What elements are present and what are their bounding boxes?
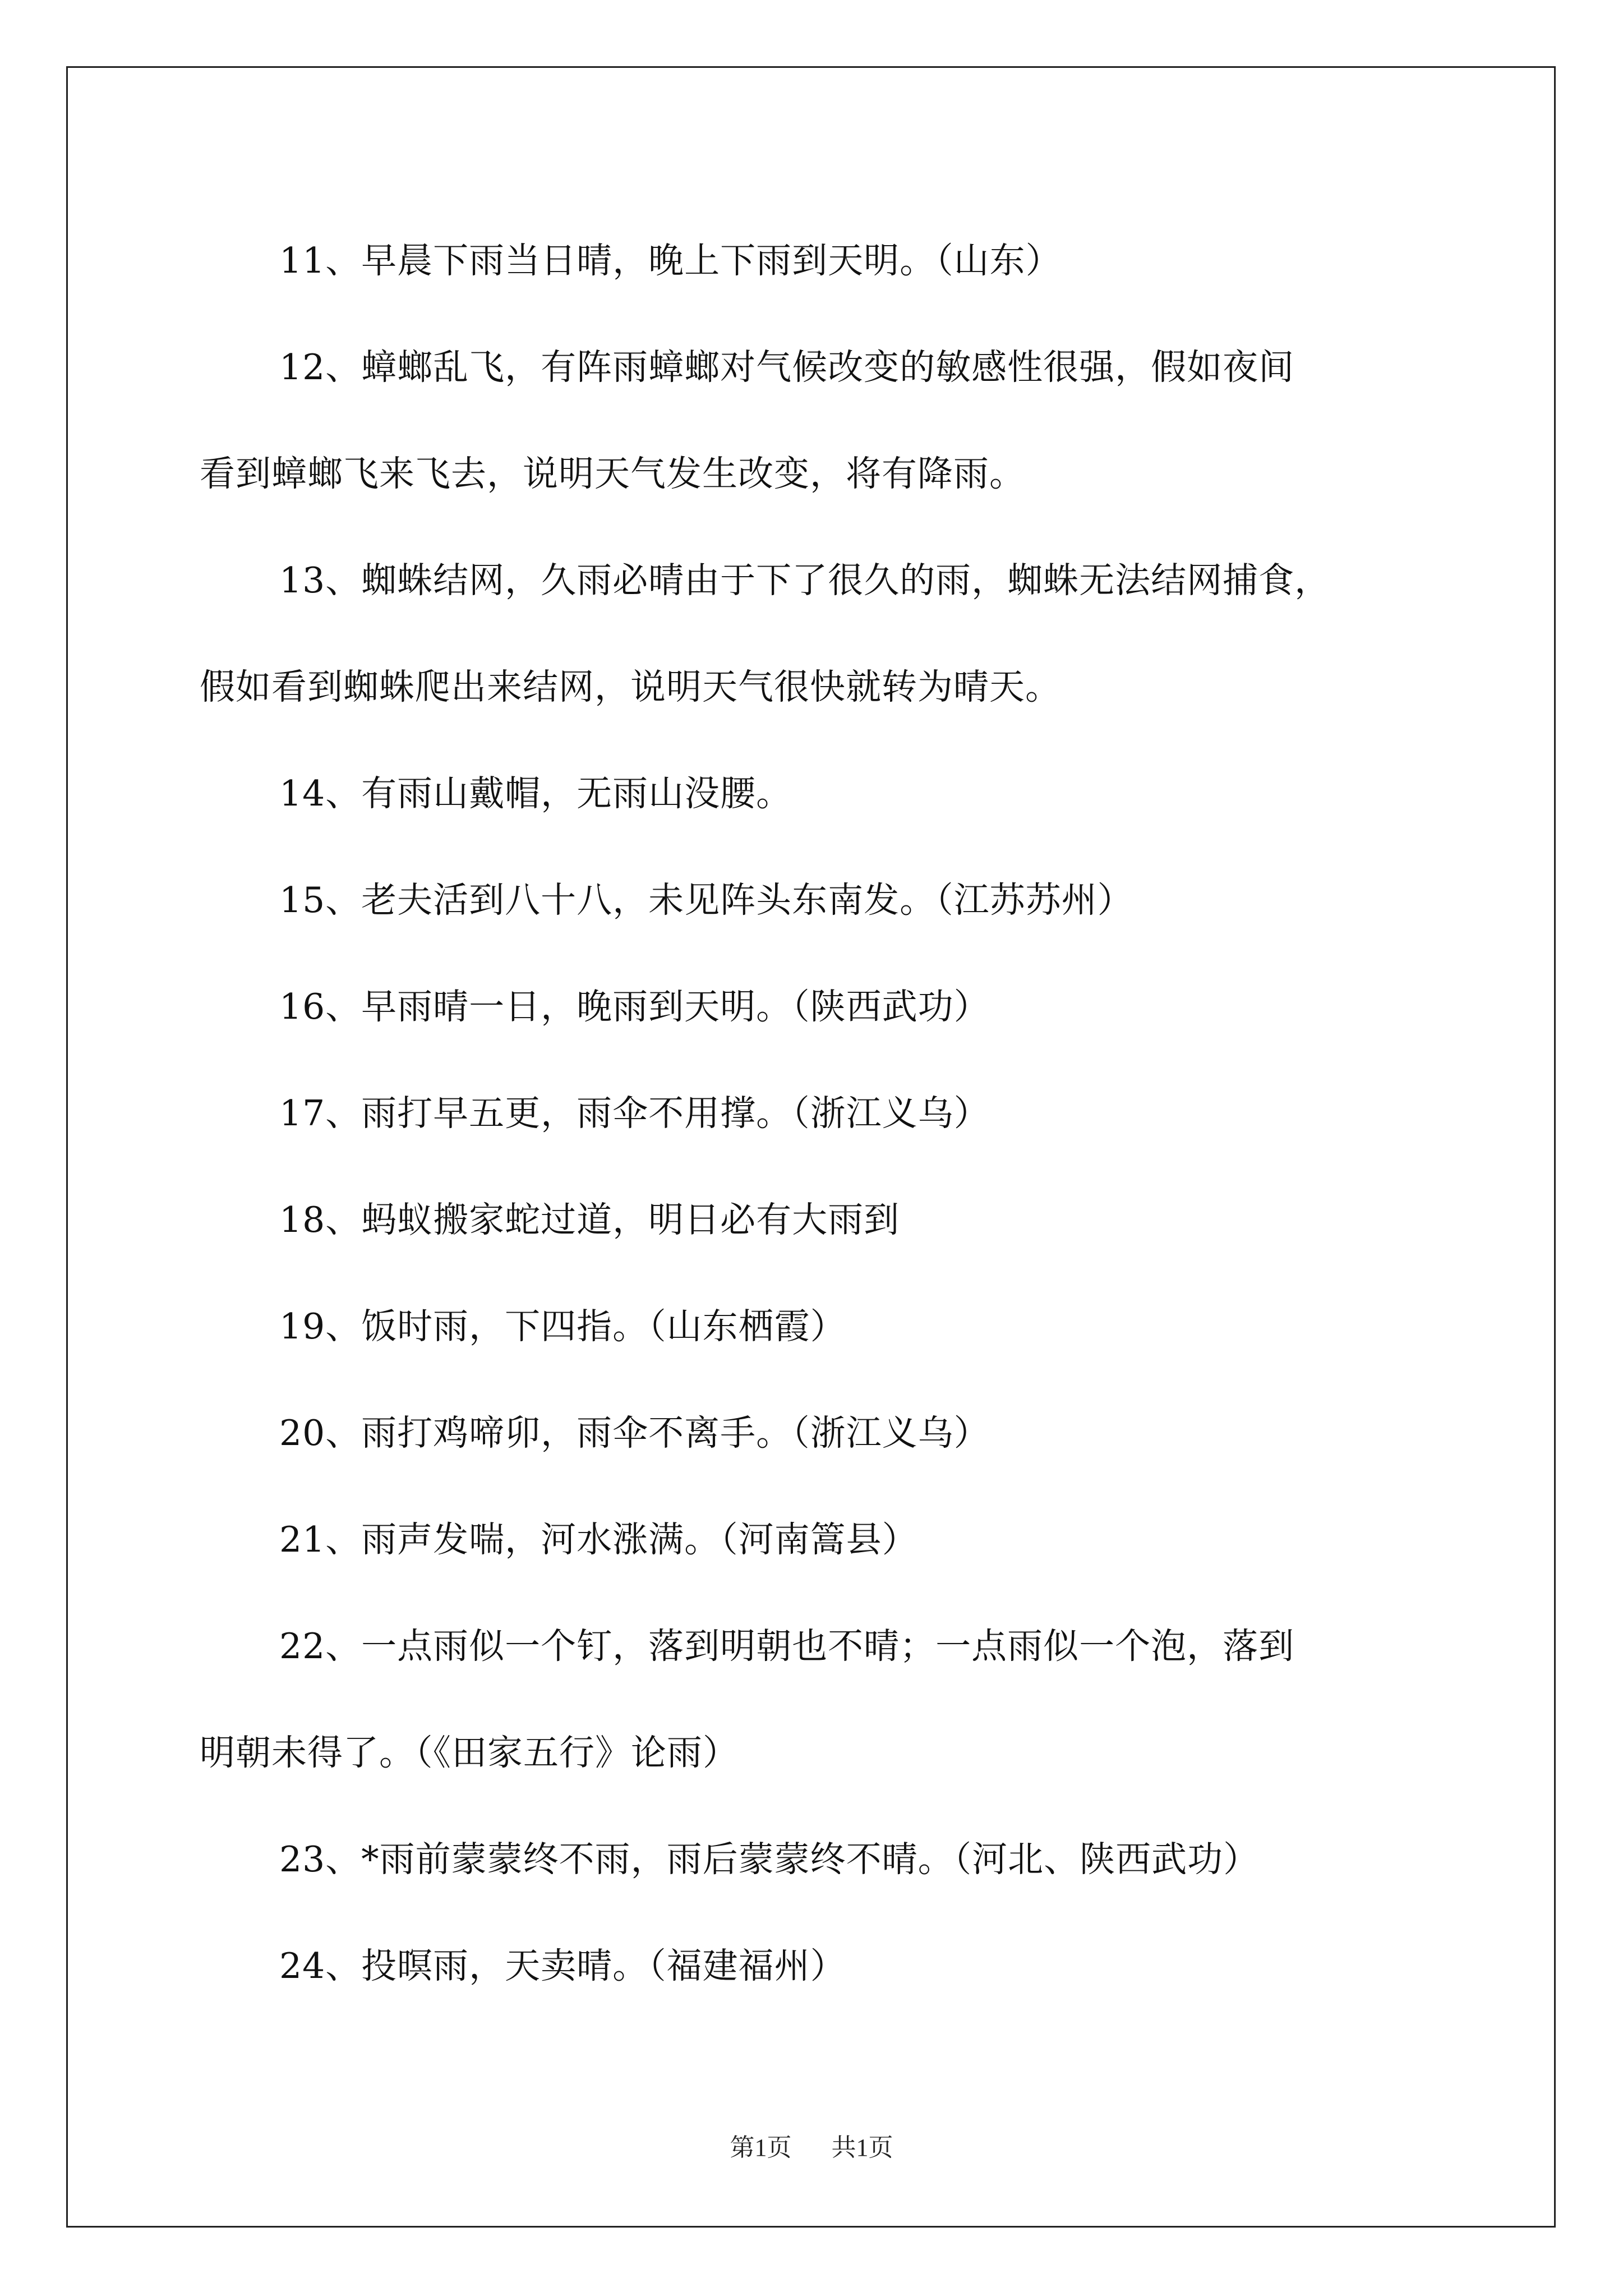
paragraph-line: 15、老夫活到八十八，未见阵头东南发。（江苏苏州）: [279, 880, 1133, 921]
paragraph-line: 11、早晨下雨当日晴，晚上下雨到天明。（山东）: [279, 240, 1062, 281]
paragraph-line: 20、雨打鸡啼卯，雨伞不离手。（浙江义乌）: [279, 1412, 990, 1453]
page-footer: [0, 2127, 1623, 2163]
paragraph-line: 13、蜘蛛结网，久雨必晴由于下了很久的雨，蜘蛛无法结网捕食，: [279, 560, 1331, 601]
document-body: [200, 208, 1433, 2019]
paragraph-line: 21、雨声发喘，河水涨满。（河南篙县）: [279, 1519, 918, 1560]
paragraph-line: 18、蚂蚁搬家蛇过道，明日必有大雨到: [279, 1199, 900, 1240]
paragraph-line: 16、早雨晴一日，晚雨到天明。（陕西武功）: [279, 986, 990, 1027]
paragraph-line: 明朝未得了。（《田家五行》论雨）: [200, 1732, 739, 1773]
paragraph-line: 14、有雨山戴帽，无雨山没腰。: [279, 773, 792, 814]
page-total: 共1页: [831, 2134, 893, 2161]
paragraph-line: 19、饭时雨，下四指。（山东栖霞）: [279, 1306, 846, 1347]
page-number: 第1页: [730, 2134, 792, 2161]
paragraph-line: 12、蟑螂乱飞，有阵雨蟑螂对气候改变的敏感性很强，假如夜间: [279, 347, 1295, 388]
paragraph-line: 17、雨打早五更，雨伞不用撑。（浙江义乌）: [279, 1093, 990, 1134]
paragraph-line: 23、*雨前蒙蒙终不雨，雨后蒙蒙终不晴。（河北、陕西武功）: [279, 1839, 1260, 1880]
paragraph-line: 看到蟑螂飞来飞去，说明天气发生改变，将有降雨。: [200, 453, 1025, 494]
paragraph-line: 22、一点雨似一个钉，落到明朝也不晴；一点雨似一个泡，落到: [279, 1626, 1295, 1667]
paragraph-line: 假如看到蜘蛛爬出来结网，说明天气很快就转为晴天。: [200, 666, 1061, 707]
paragraph-line: 24、投暝雨，天卖晴。（福建福州）: [279, 1945, 846, 1986]
